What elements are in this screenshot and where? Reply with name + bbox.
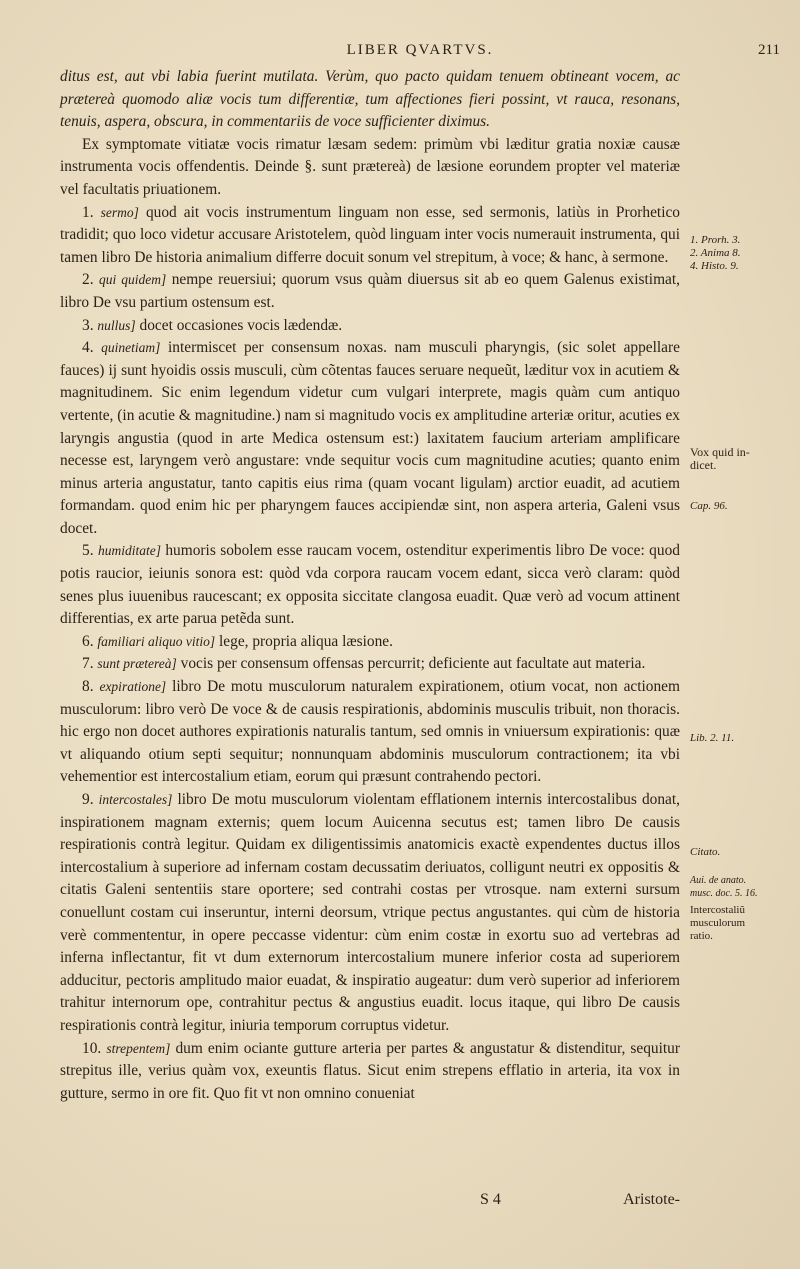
lemma: sermo] (100, 204, 139, 220)
lemma: strepentem] (106, 1040, 171, 1056)
margin-note (690, 446, 794, 472)
folio-number: 211 (758, 42, 780, 58)
paragraph (60, 789, 680, 1038)
lemma: humiditate] (97, 543, 161, 559)
lemma: expiratione] (99, 679, 167, 695)
paragraph-text: docet occasiones vocis lædendæ. (139, 316, 343, 334)
margin-note-line: musculorum (690, 917, 745, 929)
margin-note-line: Citato. (690, 846, 721, 858)
paragraph-number: 6. (82, 632, 94, 650)
lemma: familiari aliquo vitio] (97, 633, 216, 649)
paragraph-number: 1. (82, 203, 94, 221)
paragraph (60, 337, 680, 540)
signature-mark: S 4 (480, 1191, 501, 1208)
paragraph (60, 134, 680, 202)
paragraph-number: 8. (82, 678, 94, 696)
paragraph-text: lege, propria aliqua læsione. (219, 632, 393, 650)
paragraph-text: vocis per consensum offensas percurrit; deficiente aut facultate aut materia. (180, 655, 646, 673)
paragraph-text: libro De motu musculorum naturalem expirationem, otium vocat, non actionem musculorum: libro verò De voce & de causis respirationis, abdominis musculis tribuit, non thoracis. hic ergo non docet authores expirationis naturalis tantum, sed omnis in vniuersum expirationis: quæ vt aliquando otium septi sequitur; nonnunquam abdominis musculorum contractionem; ita vbi vehementior est intercostalium etiam, eorum qui præsunt contrahendo pectori. (60, 678, 680, 786)
paragraph-number: 4. (82, 339, 94, 357)
paragraph (60, 269, 680, 314)
paragraph (60, 202, 680, 270)
margin-note (690, 904, 794, 943)
page-header (60, 42, 780, 66)
paragraph-text: dum enim ociante gutture arteria per partes & angustatur & distenditur, sequitur strepitus ille, verius quàm vox, exeuntis flatus. Sicut enim strepens efflatio in arteria, ita vox in gutture, sermo in ore fit. Quo fit vt non omnino conueniat (60, 1039, 680, 1102)
paragraph (60, 1038, 680, 1106)
margin-note (690, 846, 794, 859)
paragraph-number: 7. (82, 655, 94, 673)
margin-note (690, 874, 794, 900)
paragraph-text: humoris sobolem esse raucam vocem, ostenditur experimentis libro De voce: quod potis raucior, ieiunis sonora est: quòd vda corpora raucam vocem edant, sicca verò claram: quòd senes plus iuuenibus raucescant; ex opposita siccitate clangosa euadit. Quæ verò ad vocum attinent differentias, ex arte parua petẽda sunt. (60, 542, 680, 628)
paragraph (60, 676, 680, 789)
paragraph-text: Ex symptomate vitiatæ vocis rimatur læsam sedem: primùm vbi læditur gratia noxiæ causæ instrumenta vocis offendentis. Deinde §. sunt prætereà) de læsione eorundem propter vel materiæ vel facultatis priuationem. (60, 135, 680, 198)
paragraph-number: 9. (82, 791, 94, 808)
paragraph-text: nempe reuersiui; quorum vsus quàm diuersus sit ab eo quem Galenus existimat, libro De vsu partium ostensum est. (60, 271, 680, 311)
margin-note-line: 1. Prorh. 3. (690, 234, 741, 246)
margin-note (690, 732, 794, 745)
paragraph-text: intermiscet per consensum noxas. nam musculi pharyngis, (sic solet appellare fauces) ij sunt hyoidis ossis musculi, cùm cõtentas fauces seruare nequeũt, læditur vox in acutiem & magnitudinem. Sic enim legendum videtur cum vulgari interprete, magis quàm cum antiquo vertente, (in acutie & magnitudine.) nam si magnitudo vocis ex amplitudine arteriæ oritur, acuties ex laryngis angustia (quod in arte Medica ostensum est:) laxitatem faucium arteriam amplificare necesse est, laryngem verò angustare: vnde sequitur vocis cum magnitudine acuties; quanto enim minus arteria angustatur, tanto capitis eius rima (quam vocant ligulam) arctior euadit, ad acutiem formandam. quod enim hic per pharyngem fauces accipiendæ sint, non asperа arteria, Galeni vsus docet. (60, 339, 680, 537)
catchword: Aristote- (623, 1191, 680, 1208)
lemma: qui quidem] (99, 272, 167, 288)
opening-italic-paragraph: ditus est, aut vbi labia fuerint mutilata. Verùm, quo pacto quidam tenuem obtineant vocem, ac prætereà quomodo aliæ vocis tum differentiæ, tum affectiones fieri possint, vt rauca, resonans, tenuis, aspera, obscura, in commentariis de voce sufficienter diximus. (60, 68, 680, 131)
margin-note-line: Aui. de anato. (690, 875, 747, 886)
paragraph-number: 2. (82, 271, 94, 289)
paragraph (60, 631, 680, 654)
margin-note (690, 234, 794, 273)
margin-note-line: Intercostaliũ (690, 904, 745, 916)
margin-note-line: 2. Anima 8. (690, 247, 741, 259)
margin-note-line: dicet. (690, 458, 717, 472)
lemma: nullus] (97, 317, 136, 333)
paragraph-number: 3. (82, 316, 94, 334)
margin-note-line: Vox quid in- (690, 445, 750, 459)
margin-note-line: Cap. 96. (690, 500, 728, 512)
paragraph-number: 5. (82, 542, 94, 560)
paragraph (60, 653, 680, 676)
margin-note-line: musc. doc. 5. 16. (690, 888, 758, 899)
paragraph-text: quod ait vocis instrumentum linguam non esse, sed sermonis, latiùs in Prorhetico tradidit; quo loco videtur accusare Aristotelem, quòd linguam inter vocis numerauit instrumenta, qui tamen libro De historia animalium differre docuit sonum vel strepitum, à voce; & hanc, à sermone. (60, 203, 680, 266)
paragraph (60, 315, 680, 338)
margin-note-line: ratio. (690, 930, 713, 942)
paragraph-text: libro De motu musculorum violentam efflationem internis intercostalibus donat, inspirationem magnam externis; quem locum Auicenna secutus est; tamen libro De causis respirationis contrà legitur. Quidam ex diligentissimis anatomicis exactè expendentes ductus illos intercostalium à superiore ad infernam costam decussatim deriuatos, colligunt neutri ex oppositis & citatis Galeni sententiis stare oportere; sed contrahi costas per vtrosque. nam externi sursum conuellunt costam cui inseruntur, interni deorsum, vtrique pectus angustantes. qui cùm de historia verè commententur, in opere peccasse videntur: cùm enim costæ in exortu suo ad vertebras ad inferna inflectantur, fit vt dum externorum intercostalium munere inferior costa ad superiorem adducitur, pectoris amplitudo maior euadat, & inspiratio augeatur: dum verò superior ad inferiorem trahitur internorum ope, contrahitur pectus & angustius euadit. locus itaque, qui libro De causis respirationis contrà legitur, iniuria temporum corruptus videtur. (60, 791, 680, 1034)
running-head: LIBER QVARTVS. (346, 42, 494, 58)
lemma: quinetiam] (101, 340, 161, 356)
page-footer (60, 1191, 680, 1215)
lemma: sunt prætereà] (97, 656, 177, 672)
margin-note-line: Lib. 2. 11. (690, 732, 735, 744)
margin-note (690, 500, 794, 513)
lemma: intercostales] (98, 792, 173, 807)
margin-note-line: 4. Histo. 9. (690, 260, 739, 272)
paragraph-number: 10. (82, 1039, 102, 1057)
main-text-column (60, 66, 680, 1105)
paragraph (60, 540, 680, 630)
